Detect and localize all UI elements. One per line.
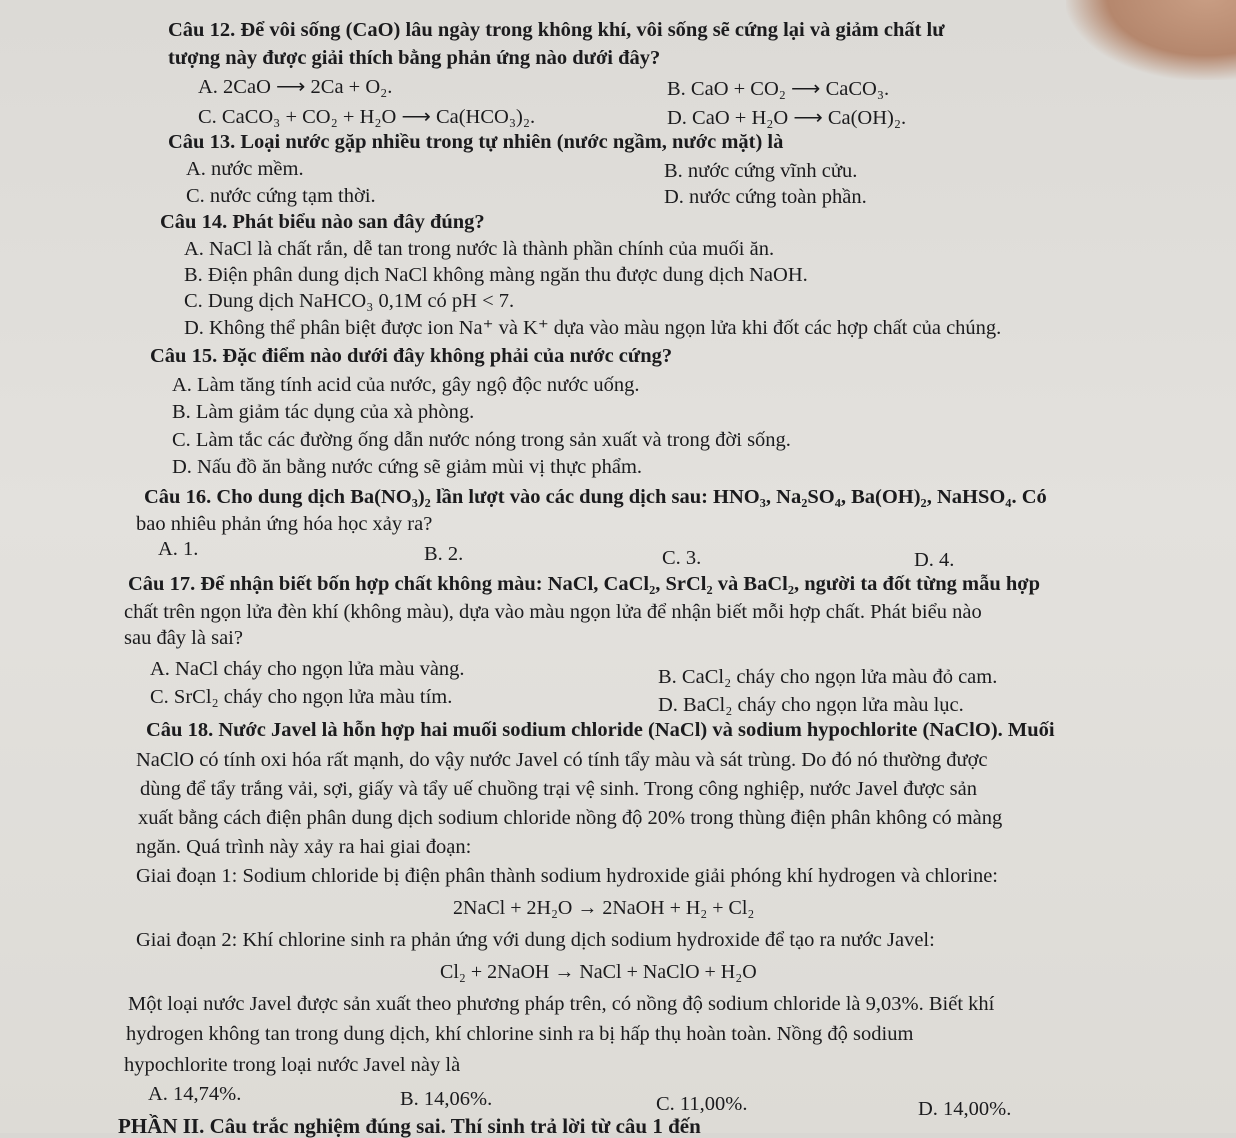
q17-option-d[interactable]: D. BaCl₂ cháy cho ngọn lửa màu lục. [658,694,964,716]
q17-option-b[interactable]: B. CaCl₂ cháy cho ngọn lửa màu đỏ cam. [658,666,998,688]
q12-stem: Câu 12. Để vôi sống (CaO) lâu ngày trong không khí, vôi sống sẽ cứng lại và giảm chất lư [168,19,945,41]
q18-stem-5: ngăn. Quá trình này xảy ra hai giai đoạn: [136,836,472,858]
q16-option-c[interactable]: C. 3. [662,547,702,569]
q17-stem-3: sau đây là sai? [124,627,243,649]
q16-option-d[interactable]: D. 4. [914,549,955,571]
q17-stem-2: chất trên ngọn lửa đèn khí (không màu), dựa vào màu ngọn lửa để nhận biết mỗi hợp chất. Phát biểu nào [124,601,982,623]
q18-stem: Câu 18. Nước Javel là hỗn hợp hai muối sodium chloride (NaCl) và sodium hypochlorite (NaClO). Muối [146,719,1055,741]
q15-option-a[interactable]: A. Làm tăng tính acid của nước, gây ngộ độc nước uống. [172,374,640,396]
q18-option-b[interactable]: B. 14,06%. [400,1088,493,1110]
q14-stem: Câu 14. Phát biểu nào san đây đúng? [160,211,485,233]
q17-option-c[interactable]: C. SrCl₂ cháy cho ngọn lửa màu tím. [150,686,453,708]
q13-option-c[interactable]: C. nước cứng tạm thời. [186,185,376,207]
q12-option-d[interactable]: D. CaO + H₂O ⟶ Ca(OH)₂. [667,107,907,129]
finger-shadow [1066,0,1236,80]
q18-stem-4: xuất bằng cách điện phân dung dịch sodium chloride nồng độ 20% trong thùng điện phân không có màng [138,807,1003,829]
q17-option-a[interactable]: A. NaCl cháy cho ngọn lửa màu vàng. [150,658,465,680]
q18-stem-6: Một loại nước Javel được sản xuất theo phương pháp trên, có nồng độ sodium chloride là 9,03%. Biết khí [128,993,995,1015]
q15-option-c[interactable]: C. Làm tắc các đường ống dẫn nước nóng trong sản xuất và trong đời sống. [172,429,791,451]
q13-stem: Câu 13. Loại nước gặp nhiều trong tự nhiên (nước ngầm, nước mặt) là [168,131,784,153]
q18-stem-8: hypochlorite trong loại nước Javel này là [124,1054,461,1076]
q15-option-d[interactable]: D. Nấu đồ ăn bằng nước cứng sẽ giảm mùi vị thực phẩm. [172,456,643,478]
q12-stem-2: tượng này được giải thích bằng phản ứng nào dưới đây? [168,47,661,69]
q18-stage-2: Giai đoạn 2: Khí chlorine sinh ra phản ứng với dung dịch sodium hydroxide để tạo ra nước Javel: [136,929,935,951]
q16-stem-2: bao nhiêu phản ứng hóa học xảy ra? [136,513,433,535]
q13-option-b[interactable]: B. nước cứng vĩnh cửu. [664,160,858,182]
q18-option-d[interactable]: D. 14,00%. [918,1098,1012,1120]
q16-option-b[interactable]: B. 2. [424,543,464,565]
q16-option-a[interactable]: A. 1. [158,538,199,560]
q12-option-a[interactable]: A. 2CaO ⟶ 2Ca + O₂. [198,76,393,98]
q14-option-c[interactable]: C. Dung dịch NaHCO₃ 0,1M có pH < 7. [184,290,515,312]
q12-option-c[interactable]: C. CaCO₃ + CO₂ + H₂O ⟶ Ca(HCO₃)₂. [198,106,536,128]
q15-stem: Câu 15. Đặc điểm nào dưới đây không phải của nước cứng? [150,345,673,367]
q18-stage-1: Giai đoạn 1: Sodium chloride bị điện phân thành sodium hydroxide giải phóng khí hydrogen và chlorine: [136,865,998,887]
q12-option-b[interactable]: B. CaO + CO₂ ⟶ CaCO₃. [667,78,890,100]
q17-stem: Câu 17. Để nhận biết bốn hợp chất không màu: NaCl, CaCl₂, SrCl₂ và BaCl₂, người ta đốt từng mẫu hợp [128,573,1041,595]
q15-option-b[interactable]: B. Làm giảm tác dụng của xà phòng. [172,401,475,423]
q18-equation-2: Cl₂ + 2NaOH → NaCl + NaClO + H₂O [440,961,757,983]
q13-option-a[interactable]: A. nước mềm. [186,158,304,180]
q18-stem-3: dùng để tẩy trắng vải, sợi, giấy và tẩy uế chuồng trại vệ sinh. Trong công nghiệp, nước Javel được sản [140,778,977,800]
q14-option-d[interactable]: D. Không thể phân biệt được ion Na⁺ và K⁺ dựa vào màu ngọn lửa khi đốt các hợp chất của chúng. [184,317,1002,339]
q18-stem-2: NaClO có tính oxi hóa rất mạnh, do vậy nước Javel có tính tẩy màu và sát trùng. Do đó nó thường được [136,749,988,771]
q18-equation-1: 2NaCl + 2H₂O → 2NaOH + H₂ + Cl₂ [453,897,755,919]
q16-stem: Câu 16. Cho dung dịch Ba(NO₃)₂ lần lượt vào các dung dịch sau: HNO₃, Na₂SO₄, Ba(OH)₂, NaHSO₄. Có [144,486,1047,508]
q14-option-b[interactable]: B. Điện phân dung dịch NaCl không màng ngăn thu được dung dịch NaOH. [184,264,808,286]
part-two-heading: PHẦN II. Câu trắc nghiệm đúng sai. Thí sinh trả lời từ câu 1 đến [118,1114,701,1138]
q18-stem-7: hydrogen không tan trong dung dịch, khí chlorine sinh ra bị hấp thụ hoàn toàn. Nồng độ sodium [126,1023,914,1045]
q18-option-c[interactable]: C. 11,00%. [656,1093,748,1115]
q13-option-d[interactable]: D. nước cứng toàn phần. [664,186,867,208]
q18-option-a[interactable]: A. 14,74%. [148,1083,242,1105]
q14-option-a[interactable]: A. NaCl là chất rắn, dễ tan trong nước là thành phần chính của muối ăn. [184,238,775,260]
